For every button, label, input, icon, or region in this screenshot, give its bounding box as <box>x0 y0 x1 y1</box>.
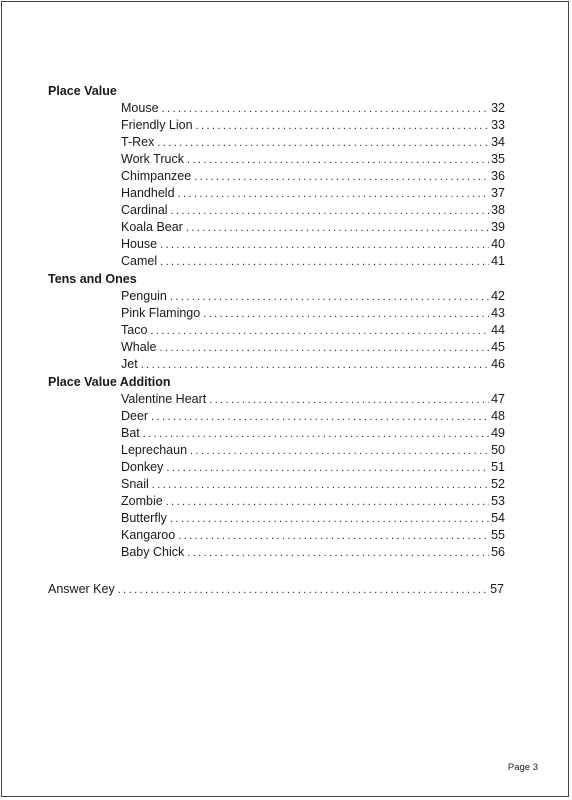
entry-label: Cardinal <box>121 203 168 217</box>
entry-page: 51 <box>491 460 505 474</box>
toc-entry[interactable] <box>121 219 505 236</box>
entry-page: 43 <box>491 306 505 320</box>
entry-page: 41 <box>491 254 505 268</box>
dot-leader <box>187 545 489 561</box>
dot-leader <box>170 289 489 305</box>
dot-leader <box>178 186 489 202</box>
entry-page: 47 <box>491 392 505 406</box>
section-title: Place Value Addition <box>48 375 171 389</box>
entry-page: 33 <box>491 118 505 132</box>
dot-leader <box>159 340 489 356</box>
dot-leader <box>160 254 489 270</box>
entry-page: 39 <box>491 220 505 234</box>
entry-page: 44 <box>491 323 505 337</box>
toc-entry[interactable] <box>121 356 505 373</box>
entry-label: Zombie <box>121 494 163 508</box>
dot-leader <box>151 409 489 425</box>
toc-entry[interactable] <box>121 185 505 202</box>
entry-page: 37 <box>491 186 505 200</box>
dot-leader <box>141 357 489 373</box>
dot-leader <box>162 101 489 117</box>
entry-label: Donkey <box>121 460 164 474</box>
toc-entry[interactable] <box>121 544 505 561</box>
entry-label: Snail <box>121 477 149 491</box>
entry-page: 34 <box>491 135 505 149</box>
entry-page: 38 <box>491 203 505 217</box>
entry-page: 55 <box>491 528 505 542</box>
dot-leader <box>186 220 489 236</box>
entry-page: 50 <box>491 443 505 457</box>
entry-label: T-Rex <box>121 135 155 149</box>
entry-label: Taco <box>121 323 148 337</box>
toc-entry[interactable] <box>121 510 505 527</box>
toc-entry[interactable] <box>121 408 505 425</box>
dot-leader <box>143 426 489 442</box>
entry-label: Camel <box>121 254 158 268</box>
entry-label: Chimpanzee <box>121 169 192 183</box>
entry-page: 53 <box>491 494 505 508</box>
entry-label: Kangaroo <box>121 528 176 542</box>
entry-label: House <box>121 237 158 251</box>
dot-leader <box>160 237 489 253</box>
toc-entry-answer-key[interactable] <box>48 581 504 598</box>
entry-page: 54 <box>491 511 505 525</box>
entry-page: 32 <box>491 101 505 115</box>
entry-label: Koala Bear <box>121 220 183 234</box>
entry-page: 48 <box>491 409 505 423</box>
toc-entry[interactable] <box>121 425 505 442</box>
dot-leader <box>171 203 489 219</box>
entry-page: 49 <box>491 426 505 440</box>
toc-entry[interactable] <box>121 476 505 493</box>
entry-label: Valentine Heart <box>121 392 207 406</box>
entry-page: 57 <box>490 582 504 596</box>
entry-page: 42 <box>491 289 505 303</box>
entry-page: 40 <box>491 237 505 251</box>
entry-label: Mouse <box>121 101 159 115</box>
dot-leader <box>150 323 489 339</box>
entry-label: Butterfly <box>121 511 167 525</box>
dot-leader <box>203 306 489 322</box>
dot-leader <box>166 460 489 476</box>
dot-leader <box>196 118 489 134</box>
toc-entry[interactable] <box>121 527 505 544</box>
entry-label: Friendly Lion <box>121 118 193 132</box>
entry-page: 46 <box>491 357 505 371</box>
entry-page: 52 <box>491 477 505 491</box>
entry-label: Work Truck <box>121 152 184 166</box>
toc-entry[interactable] <box>121 391 505 408</box>
dot-leader <box>194 169 489 185</box>
dot-leader <box>118 582 488 598</box>
dot-leader <box>152 477 489 493</box>
toc-entry[interactable] <box>121 151 505 168</box>
entry-page: 36 <box>491 169 505 183</box>
entry-label: Deer <box>121 409 149 423</box>
toc-entry[interactable] <box>121 202 505 219</box>
toc-entry[interactable] <box>121 168 505 185</box>
dot-leader <box>170 511 489 527</box>
toc-entry[interactable] <box>121 322 505 339</box>
toc-entry[interactable] <box>121 288 505 305</box>
toc-entry[interactable] <box>121 305 505 322</box>
toc-entry[interactable] <box>121 236 505 253</box>
entry-page: 45 <box>491 340 505 354</box>
entry-label: Penguin <box>121 289 167 303</box>
dot-leader <box>178 528 489 544</box>
dot-leader <box>190 443 489 459</box>
entry-label: Bat <box>121 426 140 440</box>
toc-entry[interactable] <box>121 459 505 476</box>
dot-leader <box>187 152 489 168</box>
toc-entry[interactable] <box>121 253 505 270</box>
entry-label: Leprechaun <box>121 443 188 457</box>
dot-leader <box>209 392 489 408</box>
toc-entry[interactable] <box>121 493 505 510</box>
toc-entry[interactable] <box>121 442 505 459</box>
entry-label: Handheld <box>121 186 175 200</box>
entry-label: Answer Key <box>48 582 115 596</box>
toc-entry[interactable] <box>121 100 505 117</box>
entry-label: Whale <box>121 340 157 354</box>
entry-label: Pink Flamingo <box>121 306 201 320</box>
toc-entry[interactable] <box>121 117 505 134</box>
toc-entry[interactable] <box>121 339 505 356</box>
entry-page: 35 <box>491 152 505 166</box>
toc-entry[interactable] <box>121 134 505 151</box>
page-number: Page 3 <box>507 762 538 773</box>
dot-leader <box>157 135 489 151</box>
section-title: Place Value <box>48 84 117 98</box>
entry-label: Baby Chick <box>121 545 185 559</box>
entry-page: 56 <box>491 545 505 559</box>
dot-leader <box>166 494 489 510</box>
section-title: Tens and Ones <box>48 272 137 286</box>
entry-label: Jet <box>121 357 138 371</box>
